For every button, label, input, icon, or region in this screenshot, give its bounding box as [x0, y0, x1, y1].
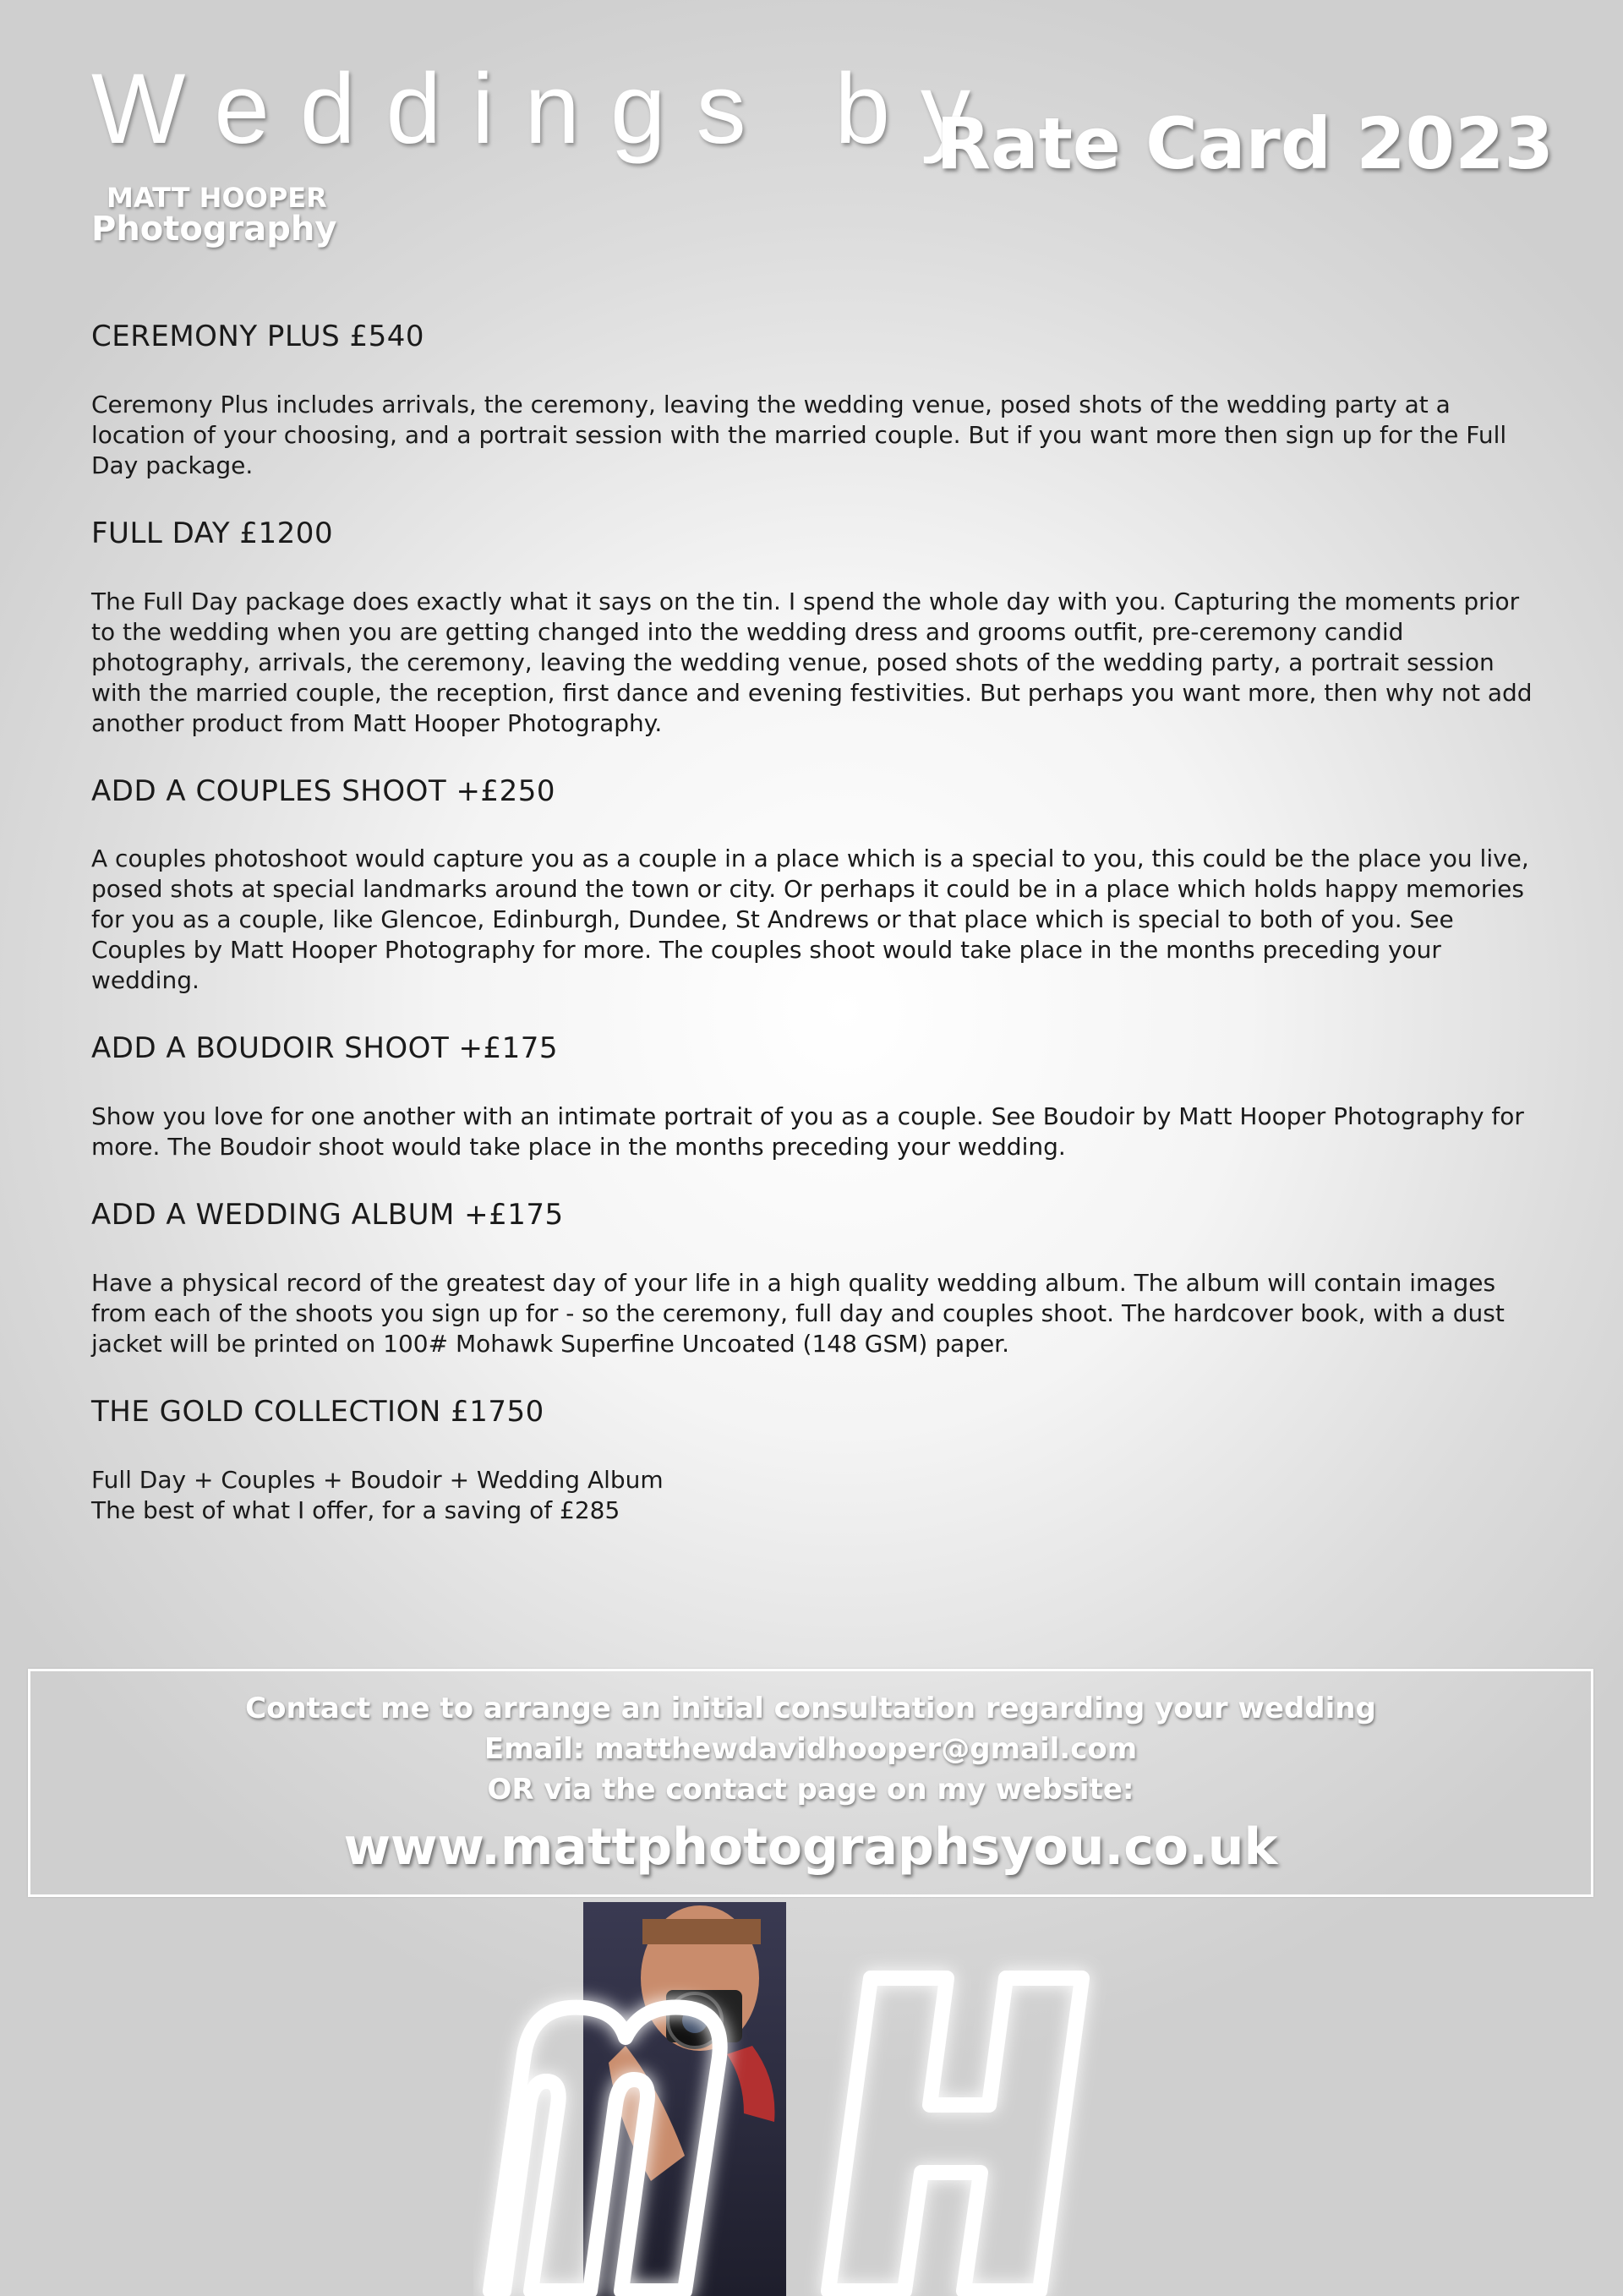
package-gold-collection	[91, 1395, 1537, 1526]
contact-intro: Contact me to arrange an initial consultation regarding your wedding	[245, 1692, 1376, 1725]
contact-box	[28, 1669, 1593, 1897]
package-description: Show you love for one another with an intimate portrait of you as a couple. See Boudoir by Matt Hooper Photography for more. The Boudoir shoot would take place in the months preceding your wedding.	[91, 1102, 1524, 1162]
contact-website-intro: OR via the contact page on my website:	[487, 1773, 1134, 1807]
package-full-day	[91, 517, 1537, 739]
package-ceremony-plus	[91, 320, 1537, 481]
monogram-h	[828, 1978, 1082, 2291]
package-title: FULL DAY £1200	[91, 516, 334, 550]
small-logo	[91, 184, 336, 247]
website-link[interactable]: www.mattphotographsyou.co.uk	[343, 1818, 1278, 1877]
package-contents: Full Day + Couples + Boudoir + Wedding Album	[91, 1465, 664, 1494]
package-title: ADD A WEDDING ALBUM +£175	[91, 1198, 564, 1233]
package-couples-shoot	[91, 774, 1537, 997]
package-boudoir-shoot	[91, 1031, 1537, 1162]
contact-email[interactable]: Email: matthewdavidhooper@gmail.com	[484, 1732, 1138, 1766]
package-description: Have a physical record of the greatest day of your life in a high quality wedding album. The album will contain images from each of the shoots you sign up for - so the ceremony, full day and couples shoot. The hardcover book, with a dust jacket will be printed on 100# Mohawk Superfine Uncoated (148 GSM) paper.	[91, 1268, 1505, 1358]
package-title: ADD A BOUDOIR SHOOT +£175	[91, 1031, 559, 1066]
logo-photography: Photography	[91, 210, 337, 249]
package-saving: The best of what I offer, for a saving of £285	[91, 1495, 620, 1524]
package-title: THE GOLD COLLECTION £1750	[91, 1394, 544, 1429]
package-title: ADD A COUPLES SHOOT +£250	[91, 774, 555, 808]
package-title: CEREMONY PLUS £540	[91, 320, 424, 353]
logo-name: MATT HOOPER	[107, 182, 327, 214]
rate-card-title: Rate Card 2023	[936, 102, 1554, 185]
package-description: The Full Day package does exactly what it says on the tin. I spend the whole day with you. Capturing the moments prior to the wedding when you are getting changed into the wedding dress and grooms outfit, pre-ceremony candid photography, arrivals, the ceremony, leaving the wedding venue, posed shots of the wedding party, a portrait session with the married couple, the reception, first dance and evening festivities. But perhaps you want more, then why not add another product from Matt Hooper Photography.	[91, 587, 1533, 737]
packages-list	[91, 320, 1537, 1561]
package-wedding-album	[91, 1198, 1537, 1359]
mh-monogram-logo	[473, 1902, 1116, 2296]
header-brand	[91, 53, 1001, 165]
brand-title: Weddings by	[91, 53, 1001, 165]
package-description: A couples photoshoot would capture you as a couple in a place which is a special to you, this could be the place you live, posed shots at special landmarks around the town or city. Or perhaps it could be in a place which holds happy memories for you as a couple, like Glencoe, Edinburgh, Dundee, St Andrews or that place which is special to both of you. See Couples by Matt Hooper Photography for more. The couples shoot would take place in the months preceding your wedding.	[91, 845, 1529, 995]
package-description: Ceremony Plus includes arrivals, the ceremony, leaving the wedding venue, posed shots of the wedding party at a location of your choosing, and a portrait session with the married couple. But if you want more then sign up for the Full Day package.	[91, 390, 1507, 479]
